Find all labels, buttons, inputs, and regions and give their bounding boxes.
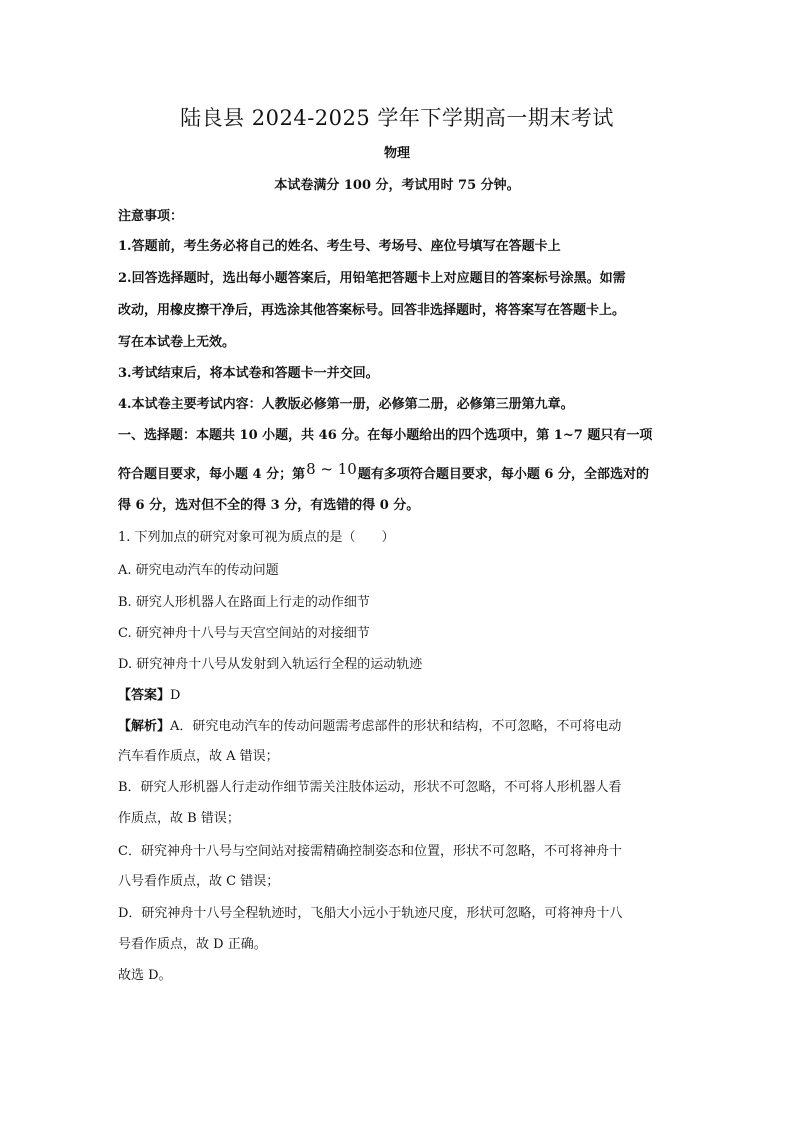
question-1-option-d: D. 研究神舟十八号从发射到入轨运行全程的运动轨迹: [118, 657, 423, 672]
question-1-option-a: A. 研究电动汽车的传动问题: [118, 563, 279, 578]
analysis-line-8: 号看作质点，故 D 正确。: [118, 937, 267, 952]
section-instructions-line-3: 得 6 分，选对但不全的得 3 分，有选错的得 0 分。: [118, 498, 420, 513]
section-line-2-prefix: 符合题目要求，每小题 4 分；第: [118, 467, 306, 482]
notice-item-2-line-2: 改动，用橡皮擦干净后，再选涂其他答案标号。回答非选择题时，将答案写在答题卡上。: [118, 303, 626, 318]
section-instructions-line-1: 一、选择题：本题共 10 小题，共 46 分。在每小题给出的四个选项中，第 1~7 题只有一项: [118, 428, 653, 443]
analysis-line-4: 作质点，故 B 错误；: [118, 811, 240, 826]
answer-label: 【答案】: [118, 688, 171, 703]
question-1-option-b: B. 研究人形机器人在路面上行走的动作细节: [118, 595, 370, 610]
notice-item-2-line-1: 2.回答选择题时，选出每小题答案后，用铅笔把答题卡上对应题目的答案标号涂黑。如需: [118, 271, 626, 286]
notice-item-3: 3.考试结束后，将本试卷和答题卡一并交回。: [118, 366, 379, 381]
analysis-line-7: D．研究神舟十八号全程轨迹时，飞船大小远小于轨迹尺度，形状可忽略，可将神舟十八: [118, 906, 623, 921]
notice-item-1: 1.答题前，考生务必将自己的姓名、考生号、考场号、座位号填写在答题卡上: [118, 239, 561, 254]
question-1-option-c: C. 研究神舟十八号与天宫空间站的对接细节: [118, 626, 370, 641]
notice-item-4: 4.本试卷主要考试内容：人教版必修第一册，必修第二册，必修第三册第九章。: [118, 397, 574, 412]
notice-item-2-line-3: 写在本试卷上无效。: [118, 335, 236, 350]
analysis-conclusion: 故选 D。: [118, 968, 172, 983]
notice-title: 注意事项：: [118, 209, 184, 224]
analysis-line-6: 八号看作质点，故 C 错误；: [118, 874, 280, 889]
section-line-2-suffix: 题有多项符合题目要求，每小题 6 分，全部选对的: [357, 467, 649, 482]
analysis-label: 【解析】: [118, 719, 171, 734]
section-instructions-line-2: [118, 460, 674, 484]
exam-title: 陆良县 2024-2025 学年下学期高一期末考试: [180, 106, 614, 130]
answer-value: D: [170, 688, 181, 703]
analysis-line-1: [118, 718, 674, 736]
analysis-line-2: 汽车看作质点，故 A 错误；: [118, 749, 279, 764]
exam-subject: 物理: [383, 146, 410, 161]
exam-score-line: 本试卷满分 100 分，考试用时 75 分钟。: [274, 178, 520, 193]
question-1-stem: 1. 下列加点的研究对象可视为质点的是（ ）: [118, 530, 395, 545]
analysis-line-3: B．研究人形机器人行走动作细节需关注肢体运动，形状不可忽略，不可将人形机器人看: [118, 780, 622, 795]
multi-answer-range: 8 ~ 10: [306, 460, 357, 478]
analysis-text-1: A．研究电动汽车的传动问题需考虑部件的形状和结构，不可忽略，不可将电动: [170, 719, 622, 734]
analysis-line-5: C．研究神舟十八号与空间站对接需精确控制姿态和位置，形状不可忽略，不可将神舟十: [118, 844, 622, 859]
answer-line: [118, 687, 674, 705]
